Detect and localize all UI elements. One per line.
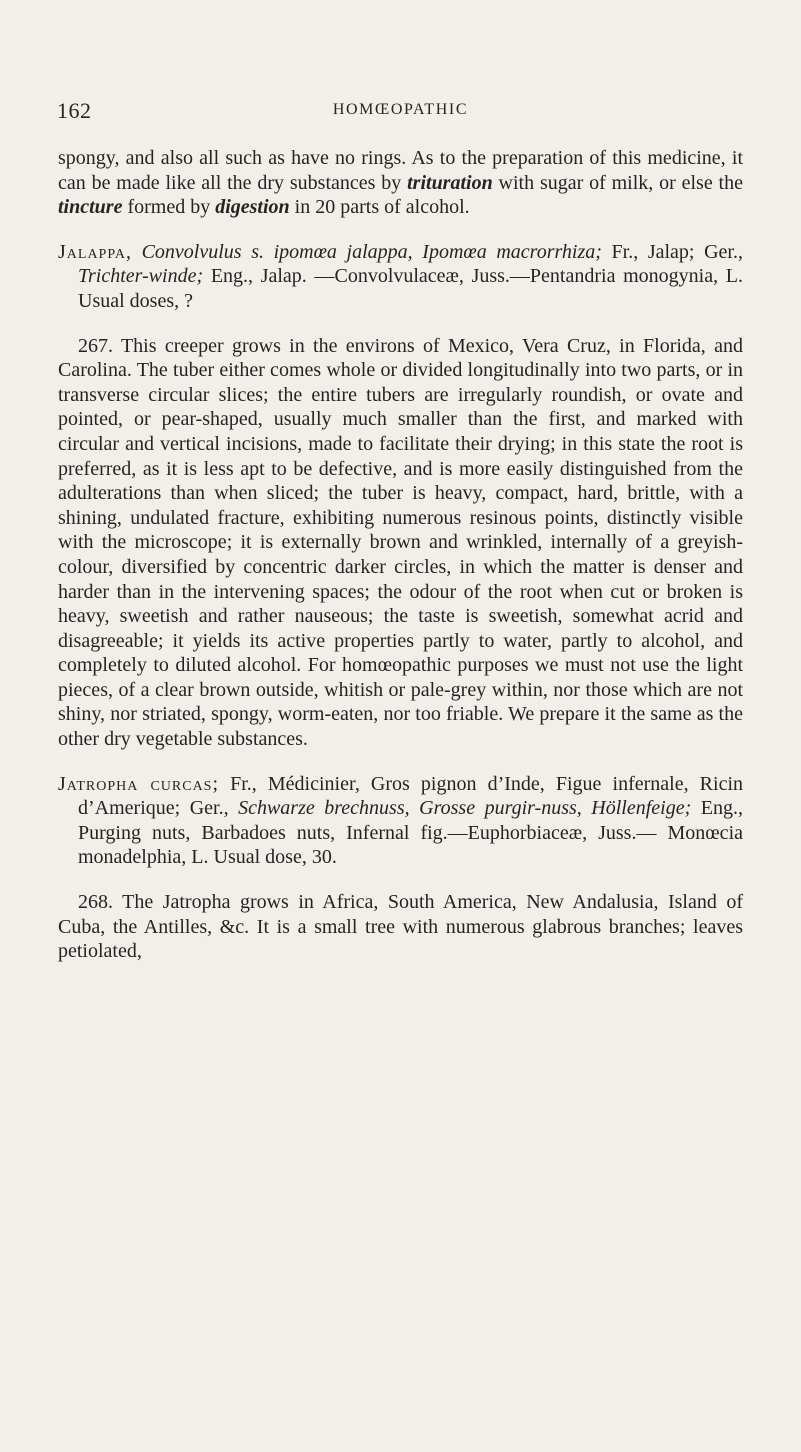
- page-header: [0, 98, 801, 122]
- text-run: Eng., Purging nuts, Barbadoes nuts, Infernal fig.—Euphorbiaceæ, Juss.— Monœcia monadelphia, L. Usual dose, 30.: [78, 797, 743, 869]
- page-number: 162: [57, 98, 92, 123]
- entry-headword: Jatropha curcas;: [58, 772, 220, 795]
- entry-jalappa: [58, 240, 743, 314]
- emphasis-tincture: tincture: [58, 196, 123, 219]
- text-run: with sugar of milk, or else the: [492, 171, 743, 194]
- entry-jatropha: [58, 772, 743, 870]
- text-run: spongy, and also all such as have no rings. As to the preparation of this medicine, it can be made like all the dry substances by: [58, 147, 743, 194]
- german-names: Schwarze brechnuss, Grosse purgir-nuss, Höllenfeige;: [238, 797, 692, 820]
- text-run: Fr., Jalap; Ger.,: [601, 240, 743, 263]
- entry-headword: Jalappa,: [58, 240, 132, 263]
- emphasis-digestion: digestion: [215, 196, 290, 219]
- text-run: [132, 241, 142, 263]
- paragraph-preparation: [58, 146, 743, 220]
- latin-synonyms: Convolvulus s. ipomœa jalappa, Ipomœa macrorrhiza;: [141, 240, 602, 263]
- text-run: in 20 parts of alcohol.: [289, 196, 470, 219]
- text-run: Fr., Médicinier, Gros pignon d’Inde, Figue infernale, Ricin d’Amerique; Ger.,: [78, 772, 743, 820]
- page-body: [58, 146, 743, 964]
- running-head: HOMŒOPATHIC: [332, 101, 469, 118]
- paragraph-267: 267. This creeper grows in the environs of Mexico, Vera Cruz, in Florida, and Carolina. The tuber either comes whole or divided longitudinally into two parts, or in transverse circular slices; the entire tubers are irregularly roundish, or ovate and pointed, or pear-shaped, usually much smaller than the first, and marked with circular and vertical incisions, made to facilitate their drying; in this state the root is preferred, as it is less apt to be defective, and is more easily distinguished from the adulterations than when sliced; the tuber is heavy, compact, hard, brittle, with a shining, undulated fracture, exhibiting numerous resinous points, distinctly visible with the microscope; it is externally brown and wrinkled, internally of a greyish-colour, diversified by concentric darker circles, in which the matter is denser and harder than in the intervening spaces; the odour of the root when cut or broken is heavy, sweetish and rather nauseous; the taste is sweetish, somewhat acrid and disagreeable; it yields its active properties partly to water, partly to alcohol, and completely to diluted alcohol. For homœopathic purposes we must not use the light pieces, of a clear brown outside, whitish or pale-grey within, nor those which are not shiny, nor striated, spongy, worm-eaten, nor too friable. We prepare it the same as the other dry vegetable substances.: [58, 334, 743, 751]
- text-run: formed by: [122, 196, 216, 219]
- paragraph-268: 268. The Jatropha grows in Africa, South America, New Andalusia, Island of Cuba, the Antilles, &c. It is a small tree with numerous glabrous branches; leaves petiolated,: [58, 891, 743, 963]
- german-name: Trichter-winde;: [78, 265, 204, 288]
- emphasis-trituration: trituration: [407, 171, 493, 194]
- text-run: Eng., Jalap. —Convolvulaceæ, Juss.—Pentandria monogynia, L. Usual doses, ?: [78, 265, 743, 312]
